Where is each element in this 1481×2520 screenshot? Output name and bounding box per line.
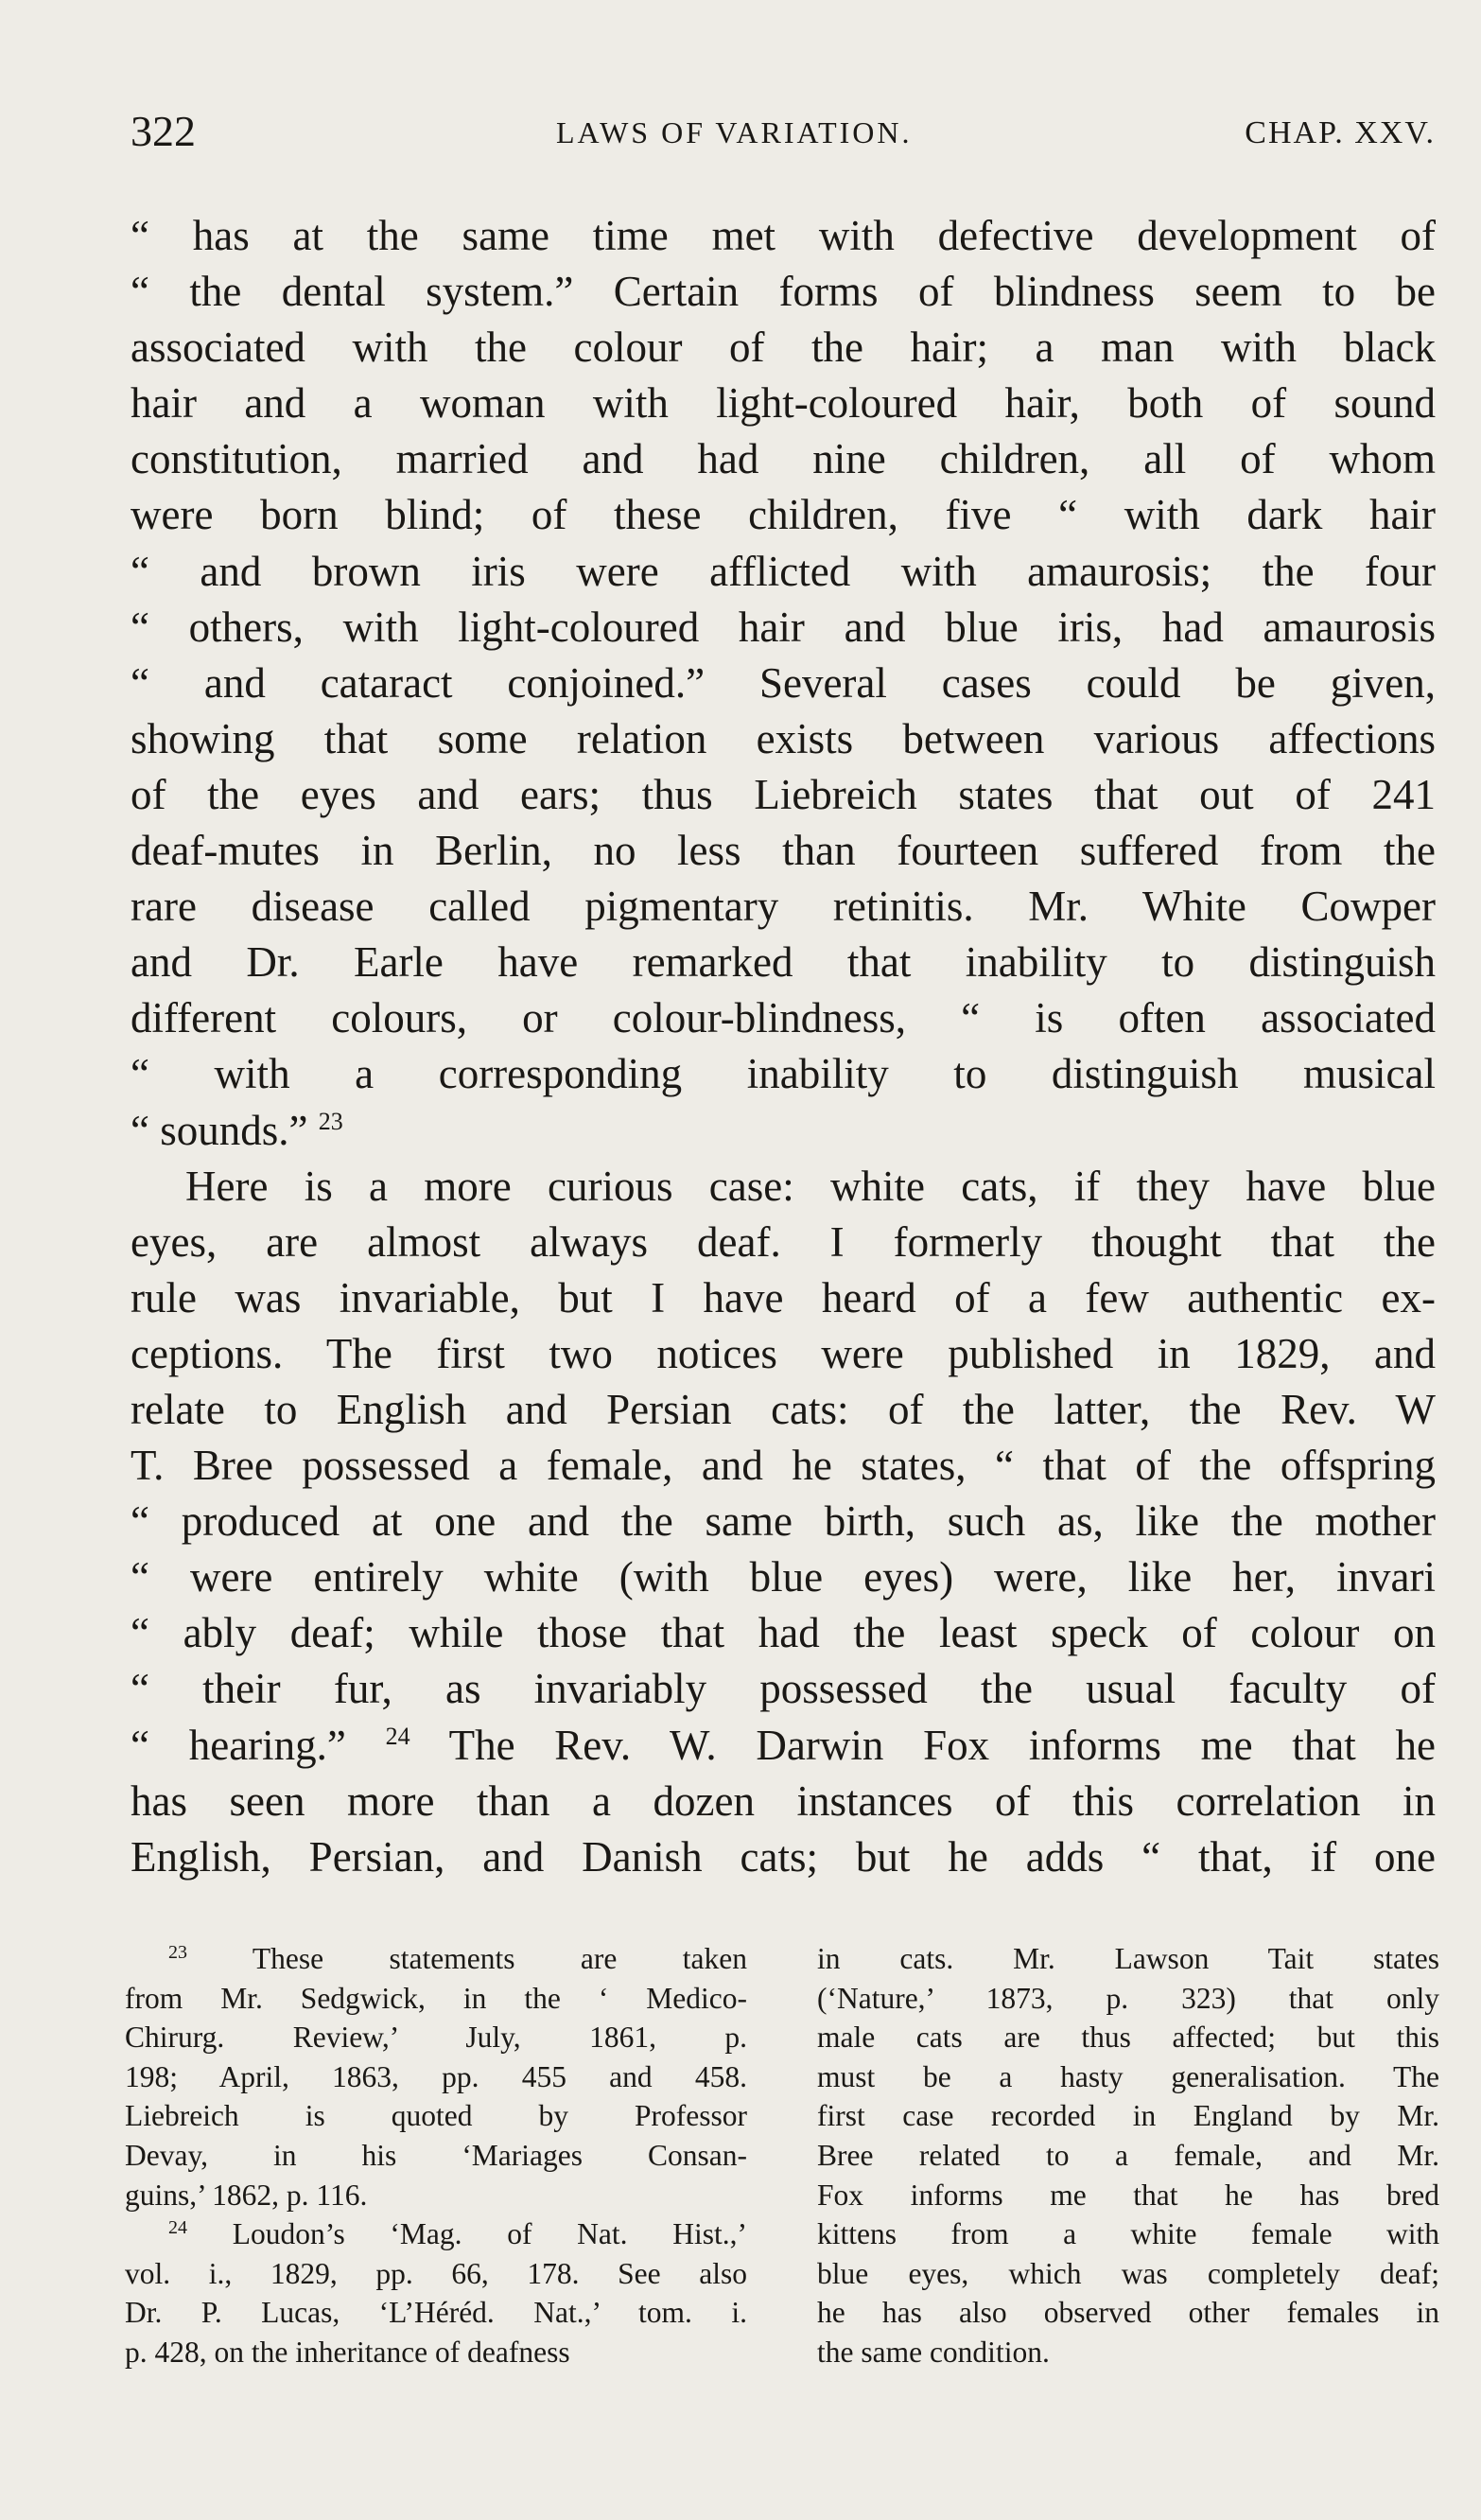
footnote-line: Fox informs me that he has bred (817, 2178, 1439, 2212)
text-line: “ and cataract conjoined.” Several cases could be given, (131, 658, 1436, 707)
text-fragment: “ sounds.” (131, 1106, 308, 1154)
text-line: constitution, married and had nine children, all of whom (131, 435, 1436, 483)
text-line: hair and a woman with light-coloured hair, both of sound (131, 379, 1436, 428)
text-line: has seen more than a dozen instances of this correlation in (131, 1776, 1436, 1825)
paragraph-end-line (131, 1103, 1436, 1159)
footnote-line: in cats. Mr. Lawson Tait states (817, 1942, 1439, 1975)
text-line: rare disease called pigmentary retinitis. Mr. White Cowper (131, 883, 1436, 931)
footnote-number-24: 24 (168, 2217, 187, 2239)
footnote-line: (‘Nature,’ 1873, p. 323) that only (817, 1981, 1439, 2015)
text-fragment: These statements are taken (187, 1942, 747, 1975)
footnote-line: p. 428, on the inheritance of deafness (125, 2335, 570, 2369)
text-line: relate to English and Persian cats: of the latter, the Rev. W (131, 1385, 1436, 1433)
footnote-ref-23[interactable]: 23 (318, 1107, 343, 1135)
text-line: Here is a more curious case: white cats, if they have blue (185, 1162, 1436, 1210)
text-line: ceptions. The first two notices were published in 1829, and (131, 1329, 1436, 1377)
footnote-line: Liebreich is quoted by Professor (125, 2099, 747, 2133)
footnote-line: the same condition. (817, 2335, 1050, 2369)
footnote-line: from Mr. Sedgwick, in the ‘ Medico- (125, 1981, 747, 2015)
page-number: 322 (131, 107, 196, 155)
running-title: LAWS OF VARIATION. (556, 115, 913, 149)
chapter-reference: CHAP. XXV. (1245, 115, 1436, 150)
text-fragment: The Rev. W. Darwin Fox informs me that he (409, 1721, 1436, 1769)
text-line: “ and brown iris were afflicted with amaurosis; the four (131, 547, 1436, 595)
text-line: were born blind; of these children, five “ with dark hair (131, 491, 1436, 539)
footnote-line: Devay, in his ‘Mariages Consan- (125, 2138, 747, 2172)
text-line: associated with the colour of the hair; a man with black (131, 324, 1436, 372)
text-line: rule was invariable, but I have heard of a few authentic ex- (131, 1273, 1436, 1321)
footnote-line: Bree related to a female, and Mr. (817, 2138, 1439, 2172)
footnotes (125, 1939, 1439, 2393)
footnote-line: vol. i., 1829, pp. 66, 178. See also (125, 2256, 747, 2290)
text-line: “ their fur, as invariably possessed the usual faculty of (131, 1665, 1436, 1713)
footnote-line: guins,’ 1862, p. 116. (125, 2178, 368, 2212)
text-line: eyes, are almost always deaf. I formerly thought that the (131, 1217, 1436, 1266)
text-fragment: Loudon’s ‘Mag. of Nat. Hist.,’ (187, 2217, 747, 2251)
footnotes-right-column (817, 1939, 1439, 2372)
text-line: different colours, or colour-blindness, “ is often associated (131, 994, 1436, 1042)
text-line: “ were entirely white (with blue eyes) were, like her, invari (131, 1553, 1436, 1601)
footnote-number-23: 23 (168, 1942, 187, 1963)
footnote-ref-24[interactable]: 24 (385, 1722, 410, 1750)
main-text (131, 208, 1436, 1885)
footnote-line: 198; April, 1863, pp. 455 and 458. (125, 2059, 747, 2093)
footnotes-left-column (125, 1939, 747, 2372)
footnote-line: Dr. P. Lucas, ‘L’Héréd. Nat.,’ tom. i. (125, 2296, 747, 2330)
text-line: English, Persian, and Danish cats; but he adds “ that, if one (131, 1832, 1436, 1881)
footnote-line: kittens from a white female with (817, 2217, 1439, 2251)
text-line: “ has at the same time met with defective development of (131, 212, 1436, 259)
text-line: “ produced at one and the same birth, such as, like the mother (131, 1497, 1436, 1546)
page-header (131, 106, 1436, 163)
text-line: “ ably deaf; while those that had the least speck of colour on (131, 1609, 1436, 1657)
footnote-line: male cats are thus affected; but this (817, 2021, 1439, 2055)
footnote-line: first case recorded in England by Mr. (817, 2099, 1439, 2133)
text-line: “ others, with light-coloured hair and blue iris, had amaurosis (131, 603, 1436, 651)
text-fragment: “ hearing.” (131, 1721, 346, 1769)
footnote-23-first-line (125, 1939, 747, 1979)
text-line (131, 1718, 1436, 1774)
footnote-line: Chirurg. Review,’ July, 1861, p. (125, 2021, 747, 2055)
footnote-line: must be a hasty generalisation. The (817, 2059, 1439, 2093)
text-line: “ with a corresponding inability to distinguish musical (131, 1050, 1436, 1098)
text-line: “ the dental system.” Certain forms of blindness seem to be (131, 268, 1436, 316)
text-line: T. Bree possessed a female, and he states, “ that of the offspring (131, 1442, 1436, 1490)
text-line: deaf-mutes in Berlin, no less than fourteen suffered from the (131, 827, 1436, 875)
footnote-line: he has also observed other females in (817, 2296, 1439, 2330)
footnote-line: blue eyes, which was completely deaf; (817, 2256, 1439, 2290)
footnote-24-first-line (125, 2214, 747, 2254)
text-line: and Dr. Earle have remarked that inability to distinguish (131, 938, 1436, 987)
text-line: of the eyes and ears; thus Liebreich states that out of 241 (131, 770, 1436, 818)
text-line: showing that some relation exists between various affections (131, 714, 1436, 762)
